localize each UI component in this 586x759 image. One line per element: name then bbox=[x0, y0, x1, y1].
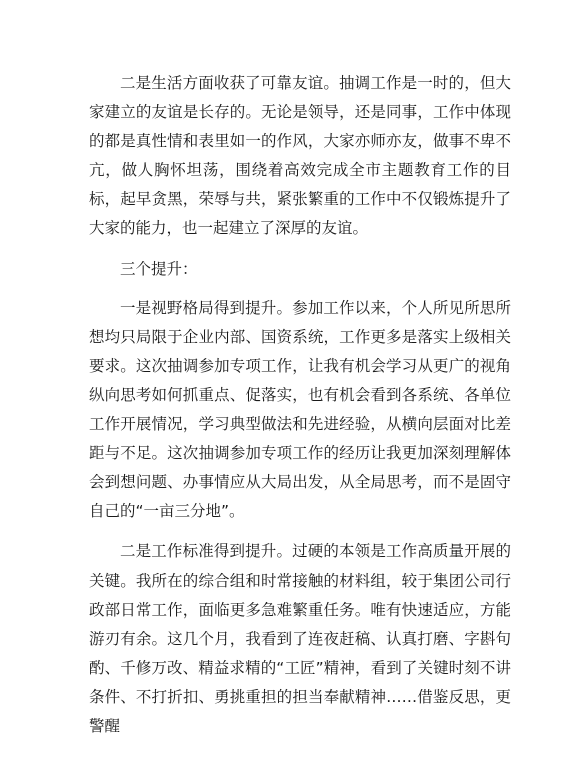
paragraph-friendship: 二是生活方面收获了可靠友谊。抽调工作是一时的，但大家建立的友谊是长存的。无论是领导，还是同事，工作中体现的都是真性情和表里如一的作风，大家亦师亦友，做事不卑不亢，做人胸怀坦荡，围绕着高效完成全市主题教育工作的目标，起早贪黑，荣辱与共，紧张繁重的工作中不仅锻炼提升了大家的能力，也一起建立了深厚的友谊。 bbox=[89, 74, 511, 238]
paragraph-three-improvements-heading: 三个提升： bbox=[120, 259, 198, 278]
document-body bbox=[89, 69, 511, 752]
paragraph-vision-improvement: 一是视野格局得到提升。参加工作以来，个人所见所思所想均只局限于企业内部、国资系统，工作更多是落实上级相关要求。这次抽调参加专项工作，让我有机会学习从更广的视角纵向思考如何抓重点、促落实，也有机会看到各系统、各单位工作开展情况，学习典型做法和先进经验，从横向层面对比差距与不足。这次抽调参加专项工作的经历让我更加深刻理解体会到想问题、办事情应从大局出发，从全局思考，而不是固守自己的“一亩三分地”。 bbox=[89, 298, 511, 521]
paragraph-work-standard-improvement: 二是工作标准得到提升。过硬的本领是工作高质量开展的关键。我所在的综合组和时常接触的材料组，较于集团公司行政部日常工作，面临更多急难繁重任务。唯有快速适应，方能游刃有余。这几个月，我看到了连夜赶稿、认真打磨、字斟句酌、千修万改、精益求精的“工匠”精神，看到了关键时刻不讲条件、不打折扣、勇挑重担的担当奉献精神……借鉴反思，更警醒 bbox=[89, 542, 511, 735]
